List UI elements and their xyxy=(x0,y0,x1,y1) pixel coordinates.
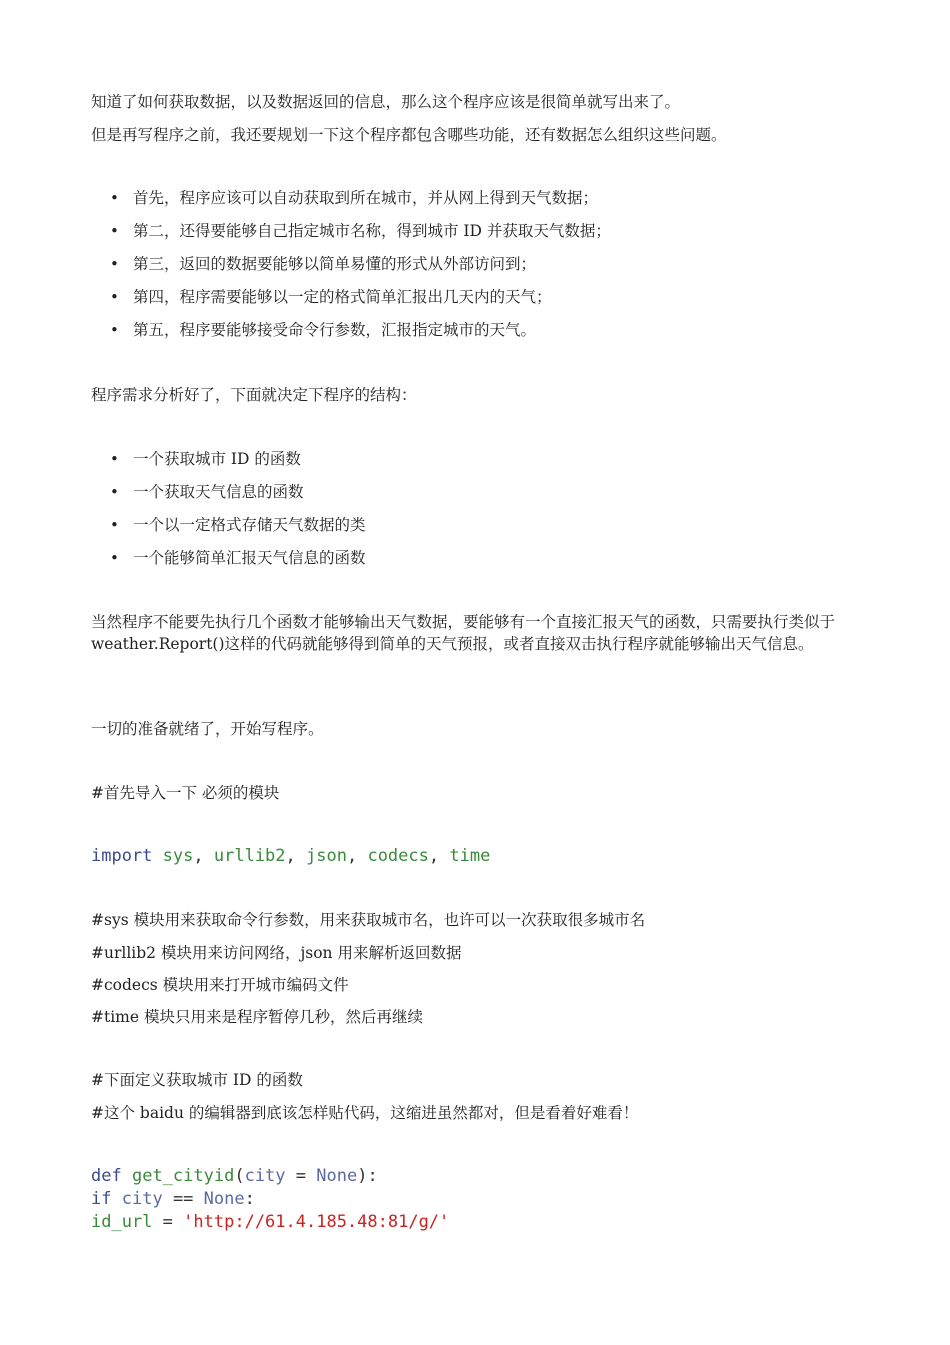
report-paragraph: 当然程序不能要先执行几个函数才能够输出天气数据，要能够有一个直接汇报天气的函数，只需要执行类似于 weather.Report()这样的代码就能够得到简单的天气预报，或者直接双击执行程序就能够输出天气信息。 xyxy=(91,613,836,653)
function-name: get_cityid xyxy=(131,1166,235,1186)
code-line-if: if city == None: xyxy=(91,1189,255,1209)
bullet-icon: • xyxy=(110,288,119,306)
module-comment-time: #time 模块只用来是程序暂停几秒，然后再继续 xyxy=(91,1008,423,1026)
func-comment-1: #下面定义获取城市 ID 的函数 xyxy=(91,1071,303,1089)
module-name: codecs xyxy=(367,846,429,866)
module-comment-codecs: #codecs 模块用来打开城市编码文件 xyxy=(91,976,349,994)
intro-line-1: 知道了如何获取数据，以及数据返回的信息，那么这个程序应该是很简单就写出来了。 xyxy=(91,93,681,111)
list-item: • 首先，程序应该可以自动获取到所在城市，并从网上得到天气数据； xyxy=(110,189,599,207)
url-string: 'http://61.4.185.48:81/g/' xyxy=(183,1212,450,1232)
bullet-icon: • xyxy=(110,450,119,468)
code-line-def: def get_cityid(city = None): xyxy=(91,1166,378,1186)
list-item: • 一个获取天气信息的函数 xyxy=(110,483,304,501)
list-item: • 第二，还得要能够自己指定城市名称，得到城市 ID 并获取天气数据； xyxy=(110,222,611,240)
list-item: • 一个能够简单汇报天气信息的函数 xyxy=(110,549,366,567)
list-item: • 第四，程序需要能够以一定的格式简单汇报出几天内的天气； xyxy=(110,288,552,306)
module-name: sys xyxy=(162,846,194,866)
bullet-icon: • xyxy=(110,321,119,339)
feature-list xyxy=(91,187,611,352)
module-name: urllib2 xyxy=(213,846,286,866)
list-item: • 第五，程序要能够接受命令行参数，汇报指定城市的天气。 xyxy=(110,321,537,339)
ready-line: 一切的准备就绪了，开始写程序。 xyxy=(91,720,324,738)
intro-line-2: 但是再写程序之前，我还要规划一下这个程序都包含哪些功能，还有数据怎么组织这些问题。 xyxy=(91,126,727,144)
module-name: json xyxy=(306,846,347,866)
list-item: • 第三，返回的数据要能够以简单易懂的形式从外部访问到； xyxy=(110,255,537,273)
bullet-icon: • xyxy=(110,255,119,273)
import-comment: #首先导入一下 必须的模块 xyxy=(91,784,280,802)
list-item: • 一个获取城市 ID 的函数 xyxy=(110,450,301,468)
bullet-icon: • xyxy=(110,483,119,501)
module-comment-sys: #sys 模块用来获取命令行参数，用来获取城市名，也许可以一次获取很多城市名 xyxy=(91,911,646,929)
structure-list xyxy=(91,448,366,580)
bullet-icon: • xyxy=(110,189,119,207)
bullet-icon: • xyxy=(110,222,119,240)
bullet-icon: • xyxy=(110,549,119,567)
bullet-icon: • xyxy=(110,516,119,534)
structure-intro: 程序需求分析好了，下面就决定下程序的结构： xyxy=(91,386,417,404)
import-code-line: import sys, urllib2, json, codecs, time xyxy=(91,846,491,866)
func-comment-2: #这个 baidu 的编辑器到底该怎样贴代码，这缩进虽然都对，但是看着好难看！ xyxy=(91,1104,639,1122)
list-item: • 一个以一定格式存储天气数据的类 xyxy=(110,516,366,534)
code-line-id-url: id_url = 'http://61.4.185.48:81/g/' xyxy=(91,1212,450,1232)
module-comment-urllib2: #urllib2 模块用来访问网络，json 用来解析返回数据 xyxy=(91,944,462,962)
module-name: time xyxy=(449,846,491,866)
import-keyword: import xyxy=(91,846,153,866)
